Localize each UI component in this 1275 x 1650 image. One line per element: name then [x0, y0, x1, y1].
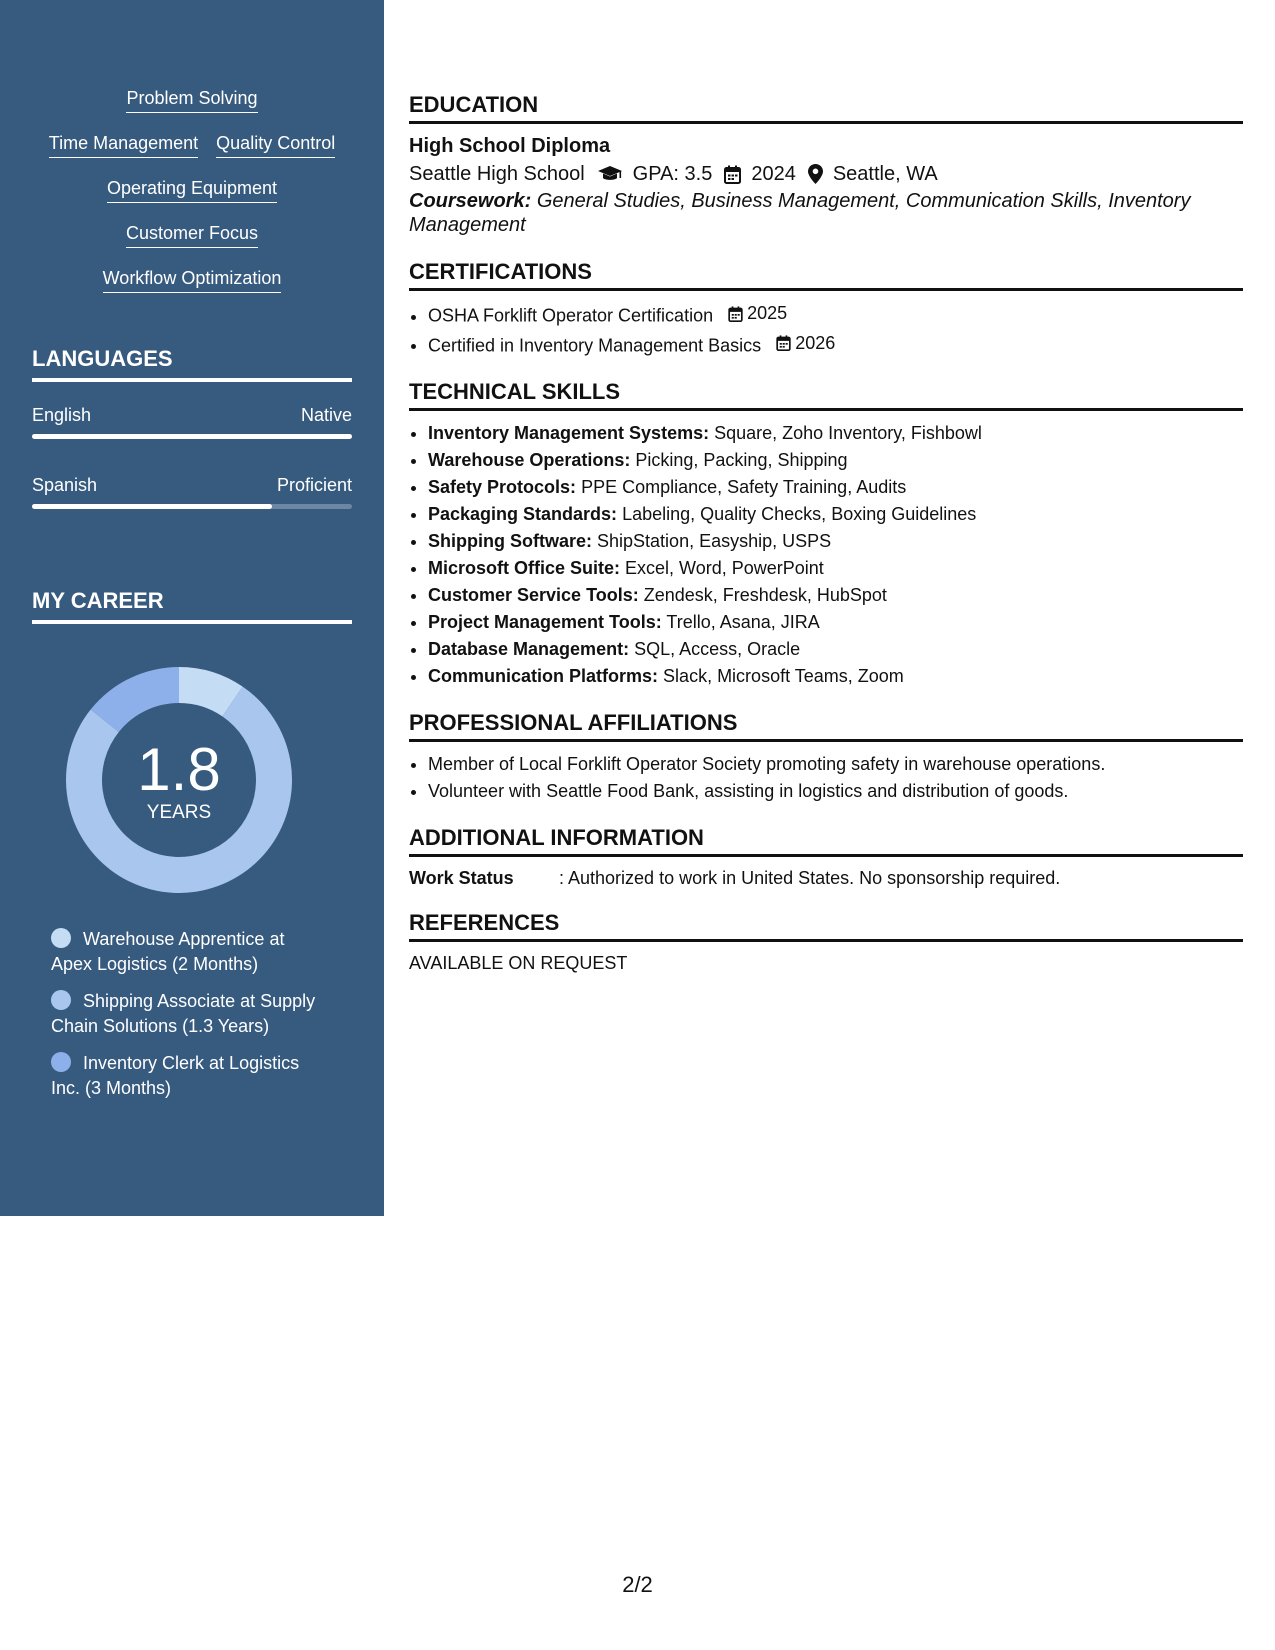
coursework-text: General Studies, Business Management, Communication Skills, Inventory Management — [409, 190, 1191, 236]
certification-item — [428, 300, 1243, 330]
affiliations-section — [409, 710, 1243, 805]
technical-skills-list — [409, 420, 1243, 690]
calendar-icon — [776, 335, 791, 351]
school-location: Seattle, WA — [832, 163, 938, 185]
certifications-section — [409, 259, 1243, 359]
skill-value: ShipStation, Easyship, USPS — [597, 531, 832, 551]
certification-name: OSHA Forklift Operator Certification — [428, 305, 714, 326]
school-name: Seattle High School — [409, 163, 585, 185]
graduation-year: 2024 — [751, 163, 796, 185]
section-heading: REFERENCES — [409, 910, 1243, 942]
calendar-icon — [728, 306, 743, 322]
skill-item — [428, 636, 1243, 663]
technical-skills-section — [409, 379, 1243, 690]
skill-item — [428, 582, 1243, 609]
career-item-text: Warehouse Apprentice at Apex Logistics (2 Months) — [51, 929, 285, 974]
work-status-label: Work Status — [409, 868, 514, 888]
skill-tag: Time Management — [49, 131, 198, 158]
career-item — [51, 1051, 321, 1100]
affiliation-item: • Member of Local Forklift Operator Society promoting safety in warehouse operations. — [428, 751, 1243, 778]
gpa: GPA: 3.5 — [632, 163, 713, 185]
career-item-text: Shipping Associate at Supply Chain Solutions (1.3 Years) — [51, 991, 316, 1036]
references-text: AVAILABLE ON REQUEST — [409, 953, 628, 973]
skills-list — [0, 86, 384, 311]
calendar-icon — [724, 165, 741, 184]
skill-item — [428, 663, 1243, 690]
section-heading: CERTIFICATIONS — [409, 259, 1243, 291]
career-total-years: 1.8 — [137, 736, 221, 803]
skill-item — [428, 420, 1243, 447]
skill-item — [428, 609, 1243, 636]
skill-tag: Workflow Optimization — [103, 266, 282, 293]
certification-year: 2025 — [747, 303, 788, 323]
skill-label: Database Management: — [428, 639, 630, 659]
career-list — [51, 927, 321, 1113]
skill-value: Picking, Packing, Shipping — [635, 450, 848, 470]
affiliation-item: • Volunteer with Seattle Food Bank, assisting in logistics and distribution of goods. — [428, 778, 1243, 805]
certification-name: Certified in Inventory Management Basics — [428, 335, 762, 355]
career-item — [51, 927, 321, 976]
coursework-label: Coursework: — [409, 190, 532, 212]
skill-tag: Problem Solving — [126, 86, 257, 113]
language-spanish — [32, 474, 352, 509]
skill-label: Customer Service Tools: — [428, 585, 639, 605]
legend-dot-icon — [51, 990, 71, 1010]
skill-label: Inventory Management Systems: — [428, 423, 710, 443]
skill-label: Packaging Standards: — [428, 504, 618, 524]
skill-label: Warehouse Operations: — [428, 450, 631, 470]
skill-value: Zendesk, Freshdesk, HubSpot — [643, 585, 887, 605]
certification-item — [428, 330, 1243, 360]
skill-label: Project Management Tools: — [428, 612, 662, 632]
skill-item — [428, 528, 1243, 555]
skill-value: Trello, Asana, JIRA — [666, 612, 820, 632]
certifications-list — [409, 300, 1243, 359]
main-content — [409, 92, 1243, 975]
skill-value: PPE Compliance, Safety Training, Audits — [581, 477, 907, 497]
language-name: English — [32, 405, 92, 425]
graduation-cap-icon — [597, 165, 623, 183]
skill-value: Square, Zoho Inventory, Fishbowl — [714, 423, 982, 443]
language-name: Spanish — [32, 475, 98, 495]
skill-value: Excel, Word, PowerPoint — [625, 558, 824, 578]
skill-label: Communication Platforms: — [428, 666, 659, 686]
section-heading: EDUCATION — [409, 92, 1243, 124]
coursework — [409, 189, 1243, 237]
additional-info-section — [409, 825, 1243, 890]
skill-label: Microsoft Office Suite: — [428, 558, 621, 578]
page-number: 2/2 — [622, 1572, 653, 1597]
career-total-unit: YEARS — [146, 802, 212, 823]
language-bar — [32, 504, 352, 509]
skill-tag: Operating Equipment — [107, 176, 277, 203]
skill-tag: Quality Control — [216, 131, 335, 158]
skill-item — [428, 501, 1243, 528]
languages-heading: LANGUAGES — [32, 346, 352, 382]
section-heading: TECHNICAL SKILLS — [409, 379, 1243, 411]
skill-value: SQL, Access, Oracle — [634, 639, 801, 659]
skill-item — [428, 447, 1243, 474]
location-pin-icon — [808, 164, 823, 184]
career-item — [51, 989, 321, 1038]
education-details — [409, 159, 1243, 189]
section-heading: PROFESSIONAL AFFILIATIONS — [409, 710, 1243, 742]
language-bar-fill — [32, 434, 352, 439]
sidebar — [0, 0, 384, 1216]
career-heading: MY CAREER — [32, 588, 352, 624]
section-heading: ADDITIONAL INFORMATION — [409, 825, 1243, 857]
skill-label: Shipping Software: — [428, 531, 592, 551]
language-bar-fill — [32, 504, 272, 509]
references-section — [409, 910, 1243, 975]
language-english — [32, 404, 352, 439]
work-status-value: : Authorized to work in United States. No sponsorship required. — [559, 868, 1061, 888]
legend-dot-icon — [51, 928, 71, 948]
skill-item — [428, 555, 1243, 582]
language-level: Proficient — [276, 475, 352, 495]
certification-year: 2026 — [795, 332, 836, 353]
skill-value: Slack, Microsoft Teams, Zoom — [663, 666, 904, 686]
legend-dot-icon — [51, 1052, 71, 1072]
work-status-row — [409, 866, 1243, 890]
career-item-text: Inventory Clerk at Logistics Inc. (3 Months) — [51, 1053, 300, 1098]
language-bar — [32, 434, 352, 439]
skill-value: Labeling, Quality Checks, Boxing Guidelines — [622, 504, 977, 524]
skill-tag: Customer Focus — [126, 221, 258, 248]
affiliations-list — [409, 751, 1243, 805]
skill-label: Safety Protocols: — [428, 477, 577, 497]
skill-item — [428, 474, 1243, 501]
language-level: Native — [300, 405, 352, 425]
education-section — [409, 92, 1243, 237]
degree: High School Diploma — [409, 135, 611, 157]
